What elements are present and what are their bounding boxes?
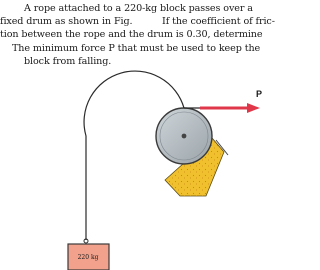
force-label-p: P <box>256 89 263 99</box>
problem-line-2-continued: If the coefficient of fric- <box>162 16 275 27</box>
problem-line-2: fixed drum as shown in Fig. <box>0 16 133 27</box>
drum <box>156 108 212 164</box>
block-mass-label: 220 kg <box>77 254 99 261</box>
question-line-2: block from falling. <box>24 56 112 67</box>
force-arrow-p <box>200 103 260 113</box>
problem-line-1: A rope attached to a 220-kg block passes over a <box>24 3 253 14</box>
question-line-1: The minimum force P that must be used to keep the <box>12 43 261 54</box>
problem-line-3: tion between the rope and the drum is 0.30, determine <box>0 29 263 40</box>
